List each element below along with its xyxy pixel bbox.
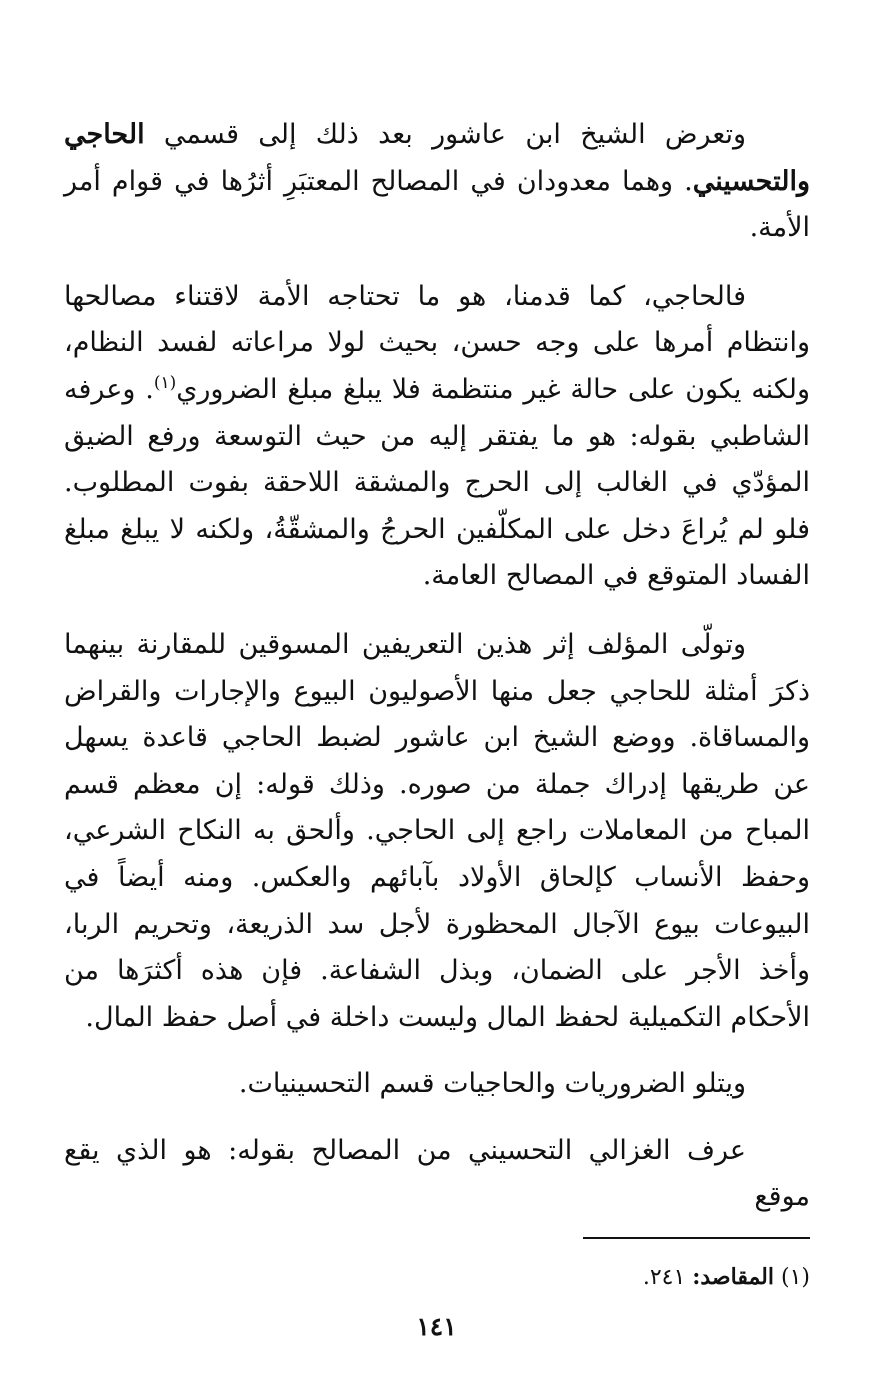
text-run: وتعرض الشيخ ابن عاشور بعد ذلك إلى قسمي — [144, 119, 746, 150]
bold-term-hajji: الحاجي — [64, 119, 145, 150]
footnote — [64, 1262, 810, 1293]
paragraph-4: ويتلو الضروريات والحاجيات قسم التحسينيات. — [238, 1068, 746, 1100]
paragraph-1 — [64, 112, 810, 252]
footnote-divider — [583, 1237, 810, 1239]
footnote-reference[interactable]: (١) — [153, 372, 177, 393]
body-text — [64, 112, 810, 1221]
paragraph-3: وتولّى المؤلف إثر هذين التعريفين المسوقين للمقارنة بينهما ذكرَ أمثلة للحاجي جعل منها الأصوليون البيوع والإجارات والقراض والمساقاة. ووضع الشيخ ابن عاشور لضبط الحاجي قاعدة يسهل عن طريقها إدراك جملة من صوره. وذلك قوله: إن معظم قسم المباح من المعاملات راجع إلى الحاجي. وألحق به النكاح الشرعي، وحفظ الأنساب كإلحاق الأولاد بآبائهم والعكس. ومنه أيضاً في البيوعات بيوع الآجال المحظورة لأجل سد الذريعة، وتحريم الربا، وأخذ الأجر على الضمان، وبذل الشفاعة. فإن هذه أكثرَها من الأحكام التكميلية لحفظ المال وليست داخلة في أصل حفظ المال. — [64, 628, 810, 1033]
paragraph-5: عرف الغزالي التحسيني من المصالح بقوله: هو الذي يقع موقع — [64, 1134, 810, 1213]
text-run: . وهما معدودان في المصالح المعتبَرِ أثرُها في قوام أمر الأمة. — [64, 165, 810, 244]
footnote-marker: (١) — [780, 1265, 810, 1290]
text-run: . وعرفه الشاطبي بقوله: هو ما يفتقر إليه من حيث التوسعة ورفع الضيق المؤدّي في الغالب إلى الحرج والمشقة اللاحقة بفوت المطلوب. فلو لم يُراعَ دخل على المكلّفين الحرجُ والمشقّةُ، ولكنه لا يبلغ مبلغ الفساد المتوقع في المصالح العامة. — [64, 373, 810, 592]
footnote-page: ٢٤١. — [642, 1265, 686, 1290]
text-run: فالحاجي، كما قدمنا، هو ما تحتاجه الأمة لاقتناء مصالحها وانتظام أمرها على وجه حسن، بحيث لولا مراعاته لفسد النظام، ولكنه يكون على حالة غير منتظمة فلا يبلغ مبلغ الضروري — [64, 280, 811, 405]
paragraph-2 — [64, 274, 810, 600]
page-number: ١٤١ — [416, 1312, 457, 1341]
footnote-source: المقاصد: — [692, 1264, 774, 1290]
bold-term-tahsini: والتحسيني — [692, 165, 810, 197]
